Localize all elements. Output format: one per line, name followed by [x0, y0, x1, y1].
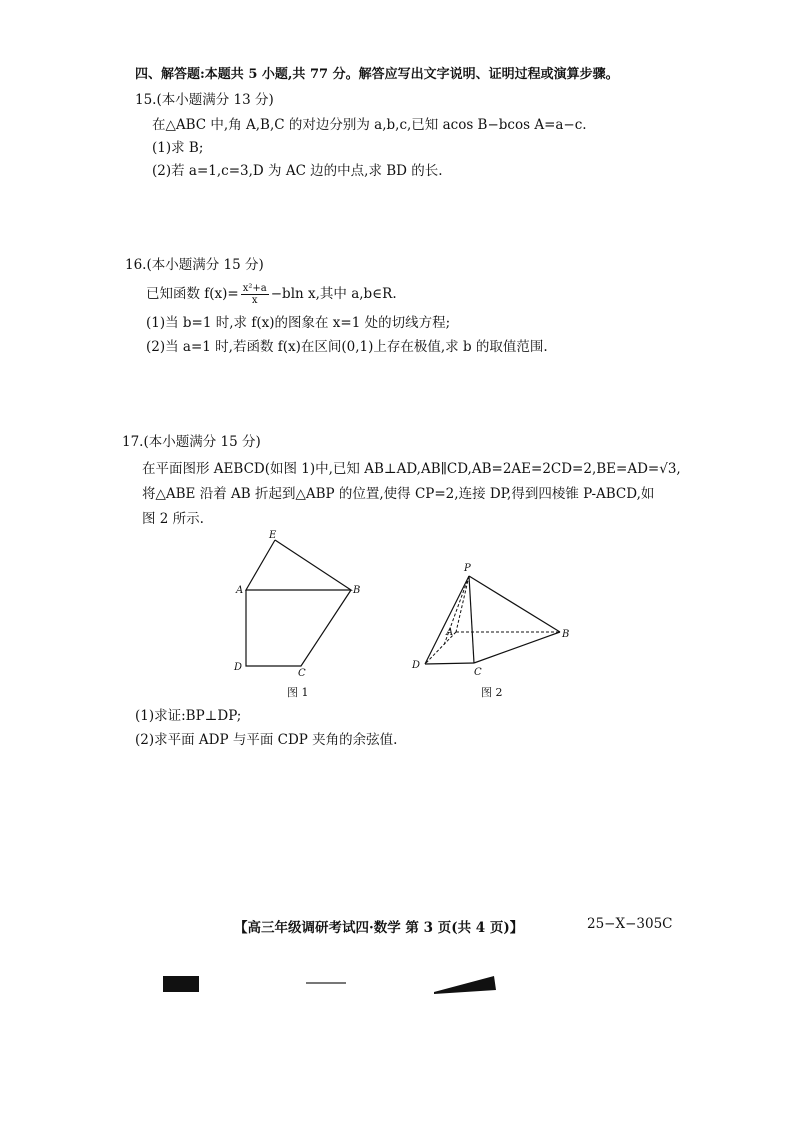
q17-stem-line3: 图 2 所示.: [142, 511, 204, 527]
q16-title: 16.(本小题满分 15 分): [125, 257, 264, 273]
q16-part1: (1)当 b=1 时,求 f(x)的图象在 x=1 处的切线方程;: [146, 315, 451, 331]
q17-stem-line2: 将△ABE 沿着 AB 折起到△ABP 的位置,使得 CP=2,连接 DP,得到四棱锥 P-ABCD,如: [142, 486, 655, 502]
q15-title: 15.(本小题满分 13 分): [135, 92, 274, 108]
q17-title: 17.(本小题满分 15 分): [122, 434, 261, 450]
fig2-caption: 图 2: [481, 686, 503, 699]
q16-stem-suffix: −bln x,其中 a,b∈R.: [270, 286, 397, 302]
figure-1: [228, 528, 368, 678]
footer-title: 【高三年级调研考试四·数学 第 3 页(共 4 页)】: [234, 920, 524, 936]
fig1-label-c: C: [298, 668, 306, 678]
q16-frac-numerator: x²+a: [242, 283, 267, 294]
fig2-label-a: A: [446, 627, 454, 638]
q16-stem-prefix: 已知函数 f(x)=: [146, 286, 239, 302]
scan-mark-center: [306, 982, 346, 984]
fig1-label-a: A: [236, 585, 244, 596]
figure-2: [408, 555, 578, 680]
scan-mark-left: [163, 976, 199, 992]
fig2-label-b: B: [562, 629, 570, 640]
fig2-label-c: C: [474, 667, 482, 678]
q15-part1: (1)求 B;: [152, 140, 204, 156]
q16-part2: (2)当 a=1 时,若函数 f(x)在区间(0,1)上存在极值,求 b 的取值范围.: [146, 339, 548, 355]
footer-code: 25−X−305C: [587, 916, 673, 932]
q16-stem: [146, 281, 397, 307]
scan-mark-right: [434, 972, 504, 994]
q15-stem: 在△ABC 中,角 A,B,C 的对边分别为 a,b,c,已知 acos B−bcos A=a−c.: [152, 117, 587, 133]
q17-part2: (2)求平面 ADP 与平面 CDP 夹角的余弦值.: [135, 732, 398, 748]
q17-stem-line1: 在平面图形 AEBCD(如图 1)中,已知 AB⊥AD,AB∥CD,AB=2AE=2CD=2,BE=AD=√3,: [142, 461, 681, 477]
q17-part1: (1)求证:BP⊥DP;: [135, 708, 242, 724]
section-header: 四、解答题:本题共 5 小题,共 77 分。解答应写出文字说明、证明过程或演算步骤。: [135, 67, 619, 82]
q16-frac-denominator: x: [251, 295, 258, 306]
fig1-label-d: D: [234, 662, 243, 673]
q16-fraction: [241, 283, 269, 306]
fig2-label-d: D: [412, 660, 421, 671]
fig1-label-e: E: [269, 530, 277, 541]
fig1-label-b: B: [353, 585, 361, 596]
fig2-label-p: P: [464, 563, 471, 574]
fig1-caption: 图 1: [287, 686, 309, 699]
q15-part2: (2)若 a=1,c=3,D 为 AC 边的中点,求 BD 的长.: [152, 163, 443, 179]
